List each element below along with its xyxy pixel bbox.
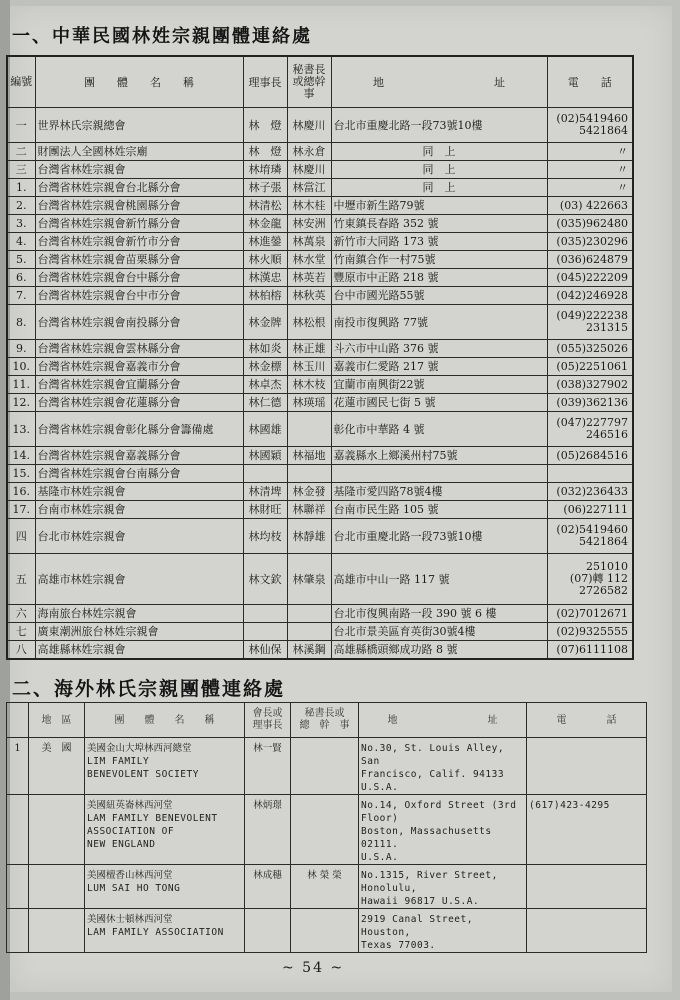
chair-cell: 林清松 [243, 197, 287, 215]
address-cell: 高雄市中山一路 117 號 [331, 554, 547, 605]
phone-cell: 〃 [547, 143, 633, 161]
row-number: 七 [7, 623, 35, 641]
org-name-zh: 美國休士頓林西河堂 [87, 914, 173, 925]
secretary-cell: 林萬泉 [287, 233, 331, 251]
table-row [7, 865, 647, 909]
phone-cell: (047)227797 246516 [547, 412, 633, 447]
phone-cell: 〃 [547, 179, 633, 197]
header-addr: 地 址 [359, 703, 527, 738]
table-row [7, 251, 633, 269]
header-chair: 會長或 理事長 [245, 703, 291, 738]
chair-cell: 林 燈 [243, 108, 287, 143]
org-name-cell: 台灣省林姓宗親會花蓮縣分會 [35, 394, 243, 412]
table-row [7, 358, 633, 376]
chair-cell: 林進鎣 [243, 233, 287, 251]
table-row [7, 215, 633, 233]
secretary-cell: 林肇泉 [287, 554, 331, 605]
domestic-contacts-table [6, 55, 634, 660]
secretary-cell: 林木桂 [287, 197, 331, 215]
address-cell: 台北市重慶北路一段73號10樓 [331, 519, 547, 554]
chair-cell: 林財旺 [243, 501, 287, 519]
secretary-cell [291, 738, 359, 795]
table-row [7, 394, 633, 412]
chair-cell: 林金牌 [243, 305, 287, 340]
secretary-cell: 林當江 [287, 179, 331, 197]
org-name-zh: 美國金山大埠林西河總堂 [87, 743, 192, 754]
org-name-cell: 台灣省林姓宗親會彰化縣分會籌備處 [35, 412, 243, 447]
table-row [7, 305, 633, 340]
org-name-en: LUM SAI HO TONG [87, 883, 181, 894]
phone-cell: (045)222209 [547, 269, 633, 287]
row-number: 5. [7, 251, 35, 269]
phone-cell [527, 909, 647, 953]
phone-cell: (07)6111108 [547, 641, 633, 660]
secretary-cell [291, 909, 359, 953]
area-cell [29, 795, 85, 865]
row-number: 9. [7, 340, 35, 358]
secretary-cell: 林永倉 [287, 143, 331, 161]
table-row [7, 623, 633, 641]
row-number: 11. [7, 376, 35, 394]
address-cell: 豐原市中正路 218 號 [331, 269, 547, 287]
overseas-contacts-table [6, 702, 647, 953]
header-no: 編號 [7, 56, 35, 108]
address-cell: 同 上 [331, 161, 547, 179]
row-number: 6. [7, 269, 35, 287]
row-number: 1. [7, 179, 35, 197]
address-cell: 宜蘭市南興街22號 [331, 376, 547, 394]
phone-cell: (02)7012671 [547, 605, 633, 623]
header-area: 地 區 [29, 703, 85, 738]
chair-cell: 林 燈 [243, 143, 287, 161]
org-name-cell: 台灣省林姓宗親會宜蘭縣分會 [35, 376, 243, 394]
secretary-cell: 林靜雄 [287, 519, 331, 554]
chair-cell [243, 465, 287, 483]
address-cell: 高雄縣橋頭鄉成功路 8 號 [331, 641, 547, 660]
row-number [7, 865, 29, 909]
address-cell: No.14, Oxford Street (3rd Floor) Boston, Massachusetts 02111. U.S.A. [359, 795, 527, 865]
table-row [7, 197, 633, 215]
header-no-blank [7, 703, 29, 738]
org-name-cell [85, 865, 245, 909]
header-sec: 秘書長或總幹事 [287, 56, 331, 108]
address-cell: No.30, St. Louis Alley, San Francisco, Calif. 94133 U.S.A. [359, 738, 527, 795]
chair-cell: 林炳璟 [245, 795, 291, 865]
row-number: 8. [7, 305, 35, 340]
org-name-cell: 台灣省林姓宗親會苗栗縣分會 [35, 251, 243, 269]
header-org: 團 體 名 稱 [35, 56, 243, 108]
org-name-en: LIM FAMILY BENEVOLENT SOCIETY [87, 756, 199, 780]
org-name-cell: 台南市林姓宗親會 [35, 501, 243, 519]
address-cell: 竹南鎮合作一村75號 [331, 251, 547, 269]
org-name-cell: 台灣省林姓宗親會台南縣分會 [35, 465, 243, 483]
address-cell: 台北市景美區育英街30號4樓 [331, 623, 547, 641]
table-row [7, 179, 633, 197]
org-name-cell [85, 909, 245, 953]
row-number [7, 909, 29, 953]
row-number: 16. [7, 483, 35, 501]
chair-cell: 林國雄 [243, 412, 287, 447]
table-row [7, 605, 633, 623]
secretary-cell: 林福地 [287, 447, 331, 465]
row-number: 17. [7, 501, 35, 519]
phone-cell: (617)423-4295 [527, 795, 647, 865]
table-row [7, 554, 633, 605]
address-cell: 嘉義縣水上鄉溪州村75號 [331, 447, 547, 465]
page-number: ~ 54 ~ [282, 960, 345, 976]
header-org: 團 體 名 稱 [85, 703, 245, 738]
secretary-cell [287, 412, 331, 447]
chair-cell: 林金龍 [243, 215, 287, 233]
table-row [7, 501, 633, 519]
chair-cell: 林如炎 [243, 340, 287, 358]
area-cell [29, 909, 85, 953]
header-sec: 秘書長或 總 幹 事 [291, 703, 359, 738]
org-name-cell: 台灣省林姓宗親會台中市分會 [35, 287, 243, 305]
phone-cell: (05)2684516 [547, 447, 633, 465]
org-name-cell: 台灣省林姓宗親會 [35, 161, 243, 179]
section1-title: 一、中華民國林姓宗親團體連絡處 [12, 26, 312, 47]
table-row [7, 465, 633, 483]
phone-cell: (042)246928 [547, 287, 633, 305]
chair-cell: 林子張 [243, 179, 287, 197]
address-cell: 台北市重慶北路一段73號10樓 [331, 108, 547, 143]
org-name-cell: 世界林氏宗親總會 [35, 108, 243, 143]
phone-cell: (055)325026 [547, 340, 633, 358]
chair-cell: 林金標 [243, 358, 287, 376]
row-number: 3. [7, 215, 35, 233]
secretary-cell: 林玉川 [287, 358, 331, 376]
row-number: 12. [7, 394, 35, 412]
address-cell: 花蓮市國民七街 5 號 [331, 394, 547, 412]
address-cell: 斗六市中山路 376 號 [331, 340, 547, 358]
phone-cell: (02)5419460 5421864 [547, 519, 633, 554]
phone-cell [547, 465, 633, 483]
row-number: 4. [7, 233, 35, 251]
secretary-cell: 林安洲 [287, 215, 331, 233]
chair-cell: 林清埤 [243, 483, 287, 501]
chair-cell: 林文欽 [243, 554, 287, 605]
chair-cell: 林卓杰 [243, 376, 287, 394]
org-name-cell: 高雄市林姓宗親會 [35, 554, 243, 605]
secretary-cell [287, 605, 331, 623]
phone-cell: 251010 (07)轉 112 2726582 [547, 554, 633, 605]
row-number: 一 [7, 108, 35, 143]
row-number: 10. [7, 358, 35, 376]
header-tel: 電 話 [527, 703, 647, 738]
secretary-cell [291, 795, 359, 865]
phone-cell: (032)236433 [547, 483, 633, 501]
chair-cell: 林均枝 [243, 519, 287, 554]
chair-cell: 林成穗 [245, 865, 291, 909]
org-name-cell: 台灣省林姓宗親會桃園縣分會 [35, 197, 243, 215]
org-name-cell: 台灣省林姓宗親會嘉義市分會 [35, 358, 243, 376]
phone-cell: (05)2251061 [547, 358, 633, 376]
secretary-cell: 林松根 [287, 305, 331, 340]
org-name-zh: 美國檀香山林西河堂 [87, 870, 173, 881]
org-name-zh: 美國紐英崙林西河堂 [87, 800, 173, 811]
header-chair: 理事長 [243, 56, 287, 108]
address-cell [331, 465, 547, 483]
secretary-cell: 林正雄 [287, 340, 331, 358]
phone-cell: (02)9325555 [547, 623, 633, 641]
chair-cell: 林仙保 [243, 641, 287, 660]
address-cell: 同 上 [331, 143, 547, 161]
org-name-cell: 高雄縣林姓宗親會 [35, 641, 243, 660]
row-number: 15. [7, 465, 35, 483]
section2-title: 二、海外林氏宗親團體連絡處 [12, 678, 286, 700]
org-name-cell: 台灣省林姓宗親會台北縣分會 [35, 179, 243, 197]
table-row [7, 287, 633, 305]
table-row [7, 738, 647, 795]
row-number: 六 [7, 605, 35, 623]
row-number: 二 [7, 143, 35, 161]
chair-cell: 林漢忠 [243, 269, 287, 287]
org-name-cell: 台灣省林姓宗親會台中縣分會 [35, 269, 243, 287]
area-cell: 美 國 [29, 738, 85, 795]
org-name-cell: 海南旅台林姓宗親會 [35, 605, 243, 623]
table-row [7, 161, 633, 179]
table-row [7, 483, 633, 501]
row-number: 五 [7, 554, 35, 605]
table-header-row [7, 56, 633, 108]
overseas-table-body [7, 738, 647, 953]
org-name-cell: 台灣省林姓宗親會雲林縣分會 [35, 340, 243, 358]
address-cell: 新竹市大同路 173 號 [331, 233, 547, 251]
address-cell: No.1315, River Street, Honolulu, Hawaii 96817 U.S.A. [359, 865, 527, 909]
org-name-cell: 基隆市林姓宗親會 [35, 483, 243, 501]
phone-cell: 〃 [547, 161, 633, 179]
row-number: 八 [7, 641, 35, 660]
secretary-cell: 林 榮 榮 [291, 865, 359, 909]
row-number: 三 [7, 161, 35, 179]
address-cell: 同 上 [331, 179, 547, 197]
table-row [7, 795, 647, 865]
org-name-en: LAM FAMILY BENEVOLENT ASSOCIATION OF NEW ENGLAND [87, 813, 218, 850]
chair-cell: 林柏榕 [243, 287, 287, 305]
address-cell: 2919 Canal Street, Houston, Texas 77003. [359, 909, 527, 953]
chair-cell: 林火順 [243, 251, 287, 269]
secretary-cell: 林聯祥 [287, 501, 331, 519]
phone-cell: (038)327902 [547, 376, 633, 394]
secretary-cell: 林慶川 [287, 161, 331, 179]
address-cell: 基隆市愛四路78號4樓 [331, 483, 547, 501]
row-number: 四 [7, 519, 35, 554]
header-tel: 電 話 [547, 56, 633, 108]
secretary-cell: 林木枝 [287, 376, 331, 394]
table-header-row [7, 703, 647, 738]
row-number: 2. [7, 197, 35, 215]
phone-cell: (06)227111 [547, 501, 633, 519]
domestic-table-body [7, 108, 633, 660]
address-cell: 台南市民生路 105 號 [331, 501, 547, 519]
row-number: 13. [7, 412, 35, 447]
address-cell: 彰化市中華路 4 號 [331, 412, 547, 447]
secretary-cell: 林溪鋼 [287, 641, 331, 660]
address-cell: 南投市復興路 77號 [331, 305, 547, 340]
org-name-cell: 台灣省林姓宗親會新竹市分會 [35, 233, 243, 251]
header-addr: 地 址 [331, 56, 547, 108]
phone-cell [527, 738, 647, 795]
org-name-cell [85, 738, 245, 795]
address-cell: 嘉義市仁愛路 217 號 [331, 358, 547, 376]
secretary-cell: 林慶川 [287, 108, 331, 143]
address-cell: 竹東鎮長春路 352 號 [331, 215, 547, 233]
table-row [7, 233, 633, 251]
chair-cell: 林國穎 [243, 447, 287, 465]
row-number: 1 [7, 738, 29, 795]
table-row [7, 376, 633, 394]
phone-cell: (03) 422663 [547, 197, 633, 215]
secretary-cell: 林秋英 [287, 287, 331, 305]
address-cell: 中壢市新生路79號 [331, 197, 547, 215]
phone-cell: (035)230296 [547, 233, 633, 251]
org-name-cell: 台灣省林姓宗親會南投縣分會 [35, 305, 243, 340]
org-name-cell: 財團法人全國林姓宗廟 [35, 143, 243, 161]
secretary-cell: 林瑛瑶 [287, 394, 331, 412]
secretary-cell [287, 623, 331, 641]
row-number: 14. [7, 447, 35, 465]
row-number [7, 795, 29, 865]
org-name-cell: 廣東潮洲旅台林姓宗親會 [35, 623, 243, 641]
table-row [7, 909, 647, 953]
phone-cell [527, 865, 647, 909]
address-cell: 台中市國光路55號 [331, 287, 547, 305]
table-row [7, 447, 633, 465]
org-name-cell: 台灣省林姓宗親會嘉義縣分會 [35, 447, 243, 465]
phone-cell: (036)624879 [547, 251, 633, 269]
org-name-en: LAM FAMILY ASSOCIATION [87, 927, 224, 938]
phone-cell: (049)222238 231315 [547, 305, 633, 340]
chair-cell: 林堉璘 [243, 161, 287, 179]
org-name-cell: 台北市林姓宗親會 [35, 519, 243, 554]
secretary-cell: 林金發 [287, 483, 331, 501]
table-row [7, 108, 633, 143]
chair-cell: 林仁德 [243, 394, 287, 412]
table-row [7, 340, 633, 358]
area-cell [29, 865, 85, 909]
table-row [7, 641, 633, 660]
phone-cell: (039)362136 [547, 394, 633, 412]
org-name-cell: 台灣省林姓宗親會新竹縣分會 [35, 215, 243, 233]
phone-cell: (035)962480 [547, 215, 633, 233]
table-row [7, 269, 633, 287]
chair-cell [243, 605, 287, 623]
table-row [7, 519, 633, 554]
secretary-cell [287, 465, 331, 483]
table-row [7, 412, 633, 447]
table-row [7, 143, 633, 161]
org-name-cell [85, 795, 245, 865]
chair-cell [245, 909, 291, 953]
phone-cell: (02)5419460 5421864 [547, 108, 633, 143]
address-cell: 台北市復興南路一段 390 號 6 樓 [331, 605, 547, 623]
row-number: 7. [7, 287, 35, 305]
chair-cell: 林一賢 [245, 738, 291, 795]
secretary-cell: 林英若 [287, 269, 331, 287]
chair-cell [243, 623, 287, 641]
secretary-cell: 林水堂 [287, 251, 331, 269]
